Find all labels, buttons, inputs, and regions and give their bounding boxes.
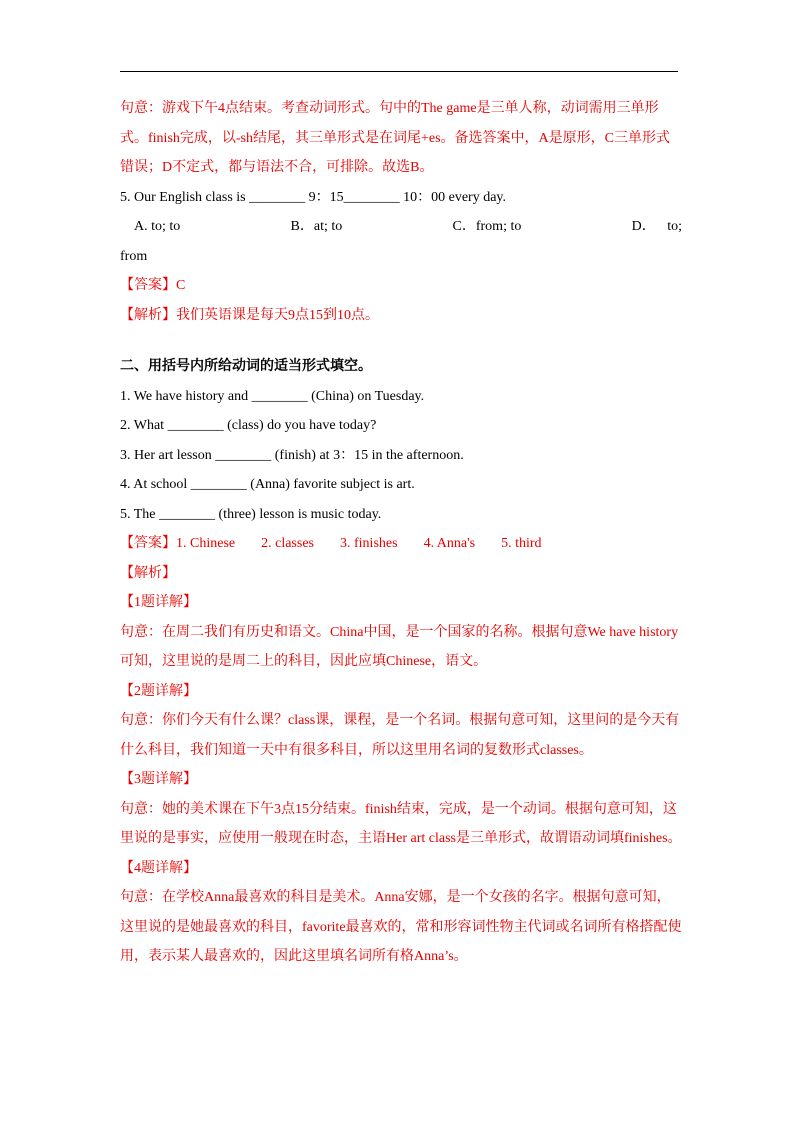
content [120,94,682,972]
q5-option-c: C．from; to [452,219,522,234]
section2-question-2: 2. What ________ (class) do you have today? [120,418,377,433]
answer-label: 【答案】 [120,536,176,551]
q5-analysis: 【解析】我们英语课是每天9点15到10点。 [120,307,379,323]
section-gap [120,330,682,352]
answer-1: 1. Chinese [176,536,236,551]
header-rule [120,71,678,72]
q5-options [120,212,682,242]
section2-answers [120,529,682,559]
detail-2-title: 【2题详解】 [120,683,197,699]
analysis-label: 【解析】 [120,565,176,581]
q5-option-b: B．at; to [290,219,343,234]
prev-explanation: 句意：游戏下午4点结束。考查动词形式。句中的The game是三单人称，动词需用三单形式。finish完成，以-sh结尾，其三单形式是在词尾+es。备选答案中，A是原形，C三单形式错误；D不定式，都与语法不合，可排除。故选B。 [120,101,671,175]
section2-heading: 二、用括号内所给动词的适当形式填空。 [120,359,372,374]
detail-4-title: 【4题详解】 [120,860,197,876]
detail-4-text: 句意：在学校Anna最喜欢的科目是美术。Anna安娜，是一个女孩的名字。根据句意可知，这里说的是她最喜欢的科目，favorite最喜欢的，常和形容词性物主代词或名词所有格搭配使用，表示某人最喜欢的，因此这里填名词所有格Anna’s。 [120,890,682,964]
section2-question-3: 3. Her art lesson ________ (finish) at 3：15 in the afternoon. [120,447,464,463]
detail-1-title: 【1题详解】 [120,595,197,610]
detail-2-text: 句意：你们今天有什么课？class课，课程，是一个名词。根据句意可知，这里问的是今天有什么科目，我们知道一天中有很多科目，所以这里用名词的复数形式classes。 [120,713,680,758]
detail-3-text: 句意：她的美术课在下午3点15分结束。finish结束，完成，是一个动词。根据句意可知，这里说的是事实，应使用一般现在时态，主语Her art class是三单形式，故谓语动词填finishes。 [120,801,682,846]
answer-3: 3. finishes [340,536,398,551]
answer-4: 4. Anna's [423,536,476,551]
q5-option-d-wrap: from [120,248,148,264]
q5-option-d: D． to; [631,219,682,234]
q5-option-a: A. to; to [134,219,181,234]
section2-question-4: 4. At school ________ (Anna) favorite subject is art. [120,477,415,492]
answer-5: 5. third [501,536,542,551]
q5-stem: 5. Our English class is ________ 9：15________ 10：00 every day. [120,189,506,205]
q5-answer: 【答案】C [120,278,186,293]
section2-question-1: 1. We have history and ________ (China) on Tuesday. [120,388,425,404]
answer-2: 2. classes [261,536,314,551]
detail-1-text: 句意：在周二我们有历史和语文。China中国，是一个国家的名称。根据句意We have history可知，这里说的是周二上的科目，因此应填Chinese，语文。 [120,624,679,669]
section2-question-5: 5. The ________ (three) lesson is music today. [120,506,382,522]
detail-3-title: 【3题详解】 [120,772,197,787]
